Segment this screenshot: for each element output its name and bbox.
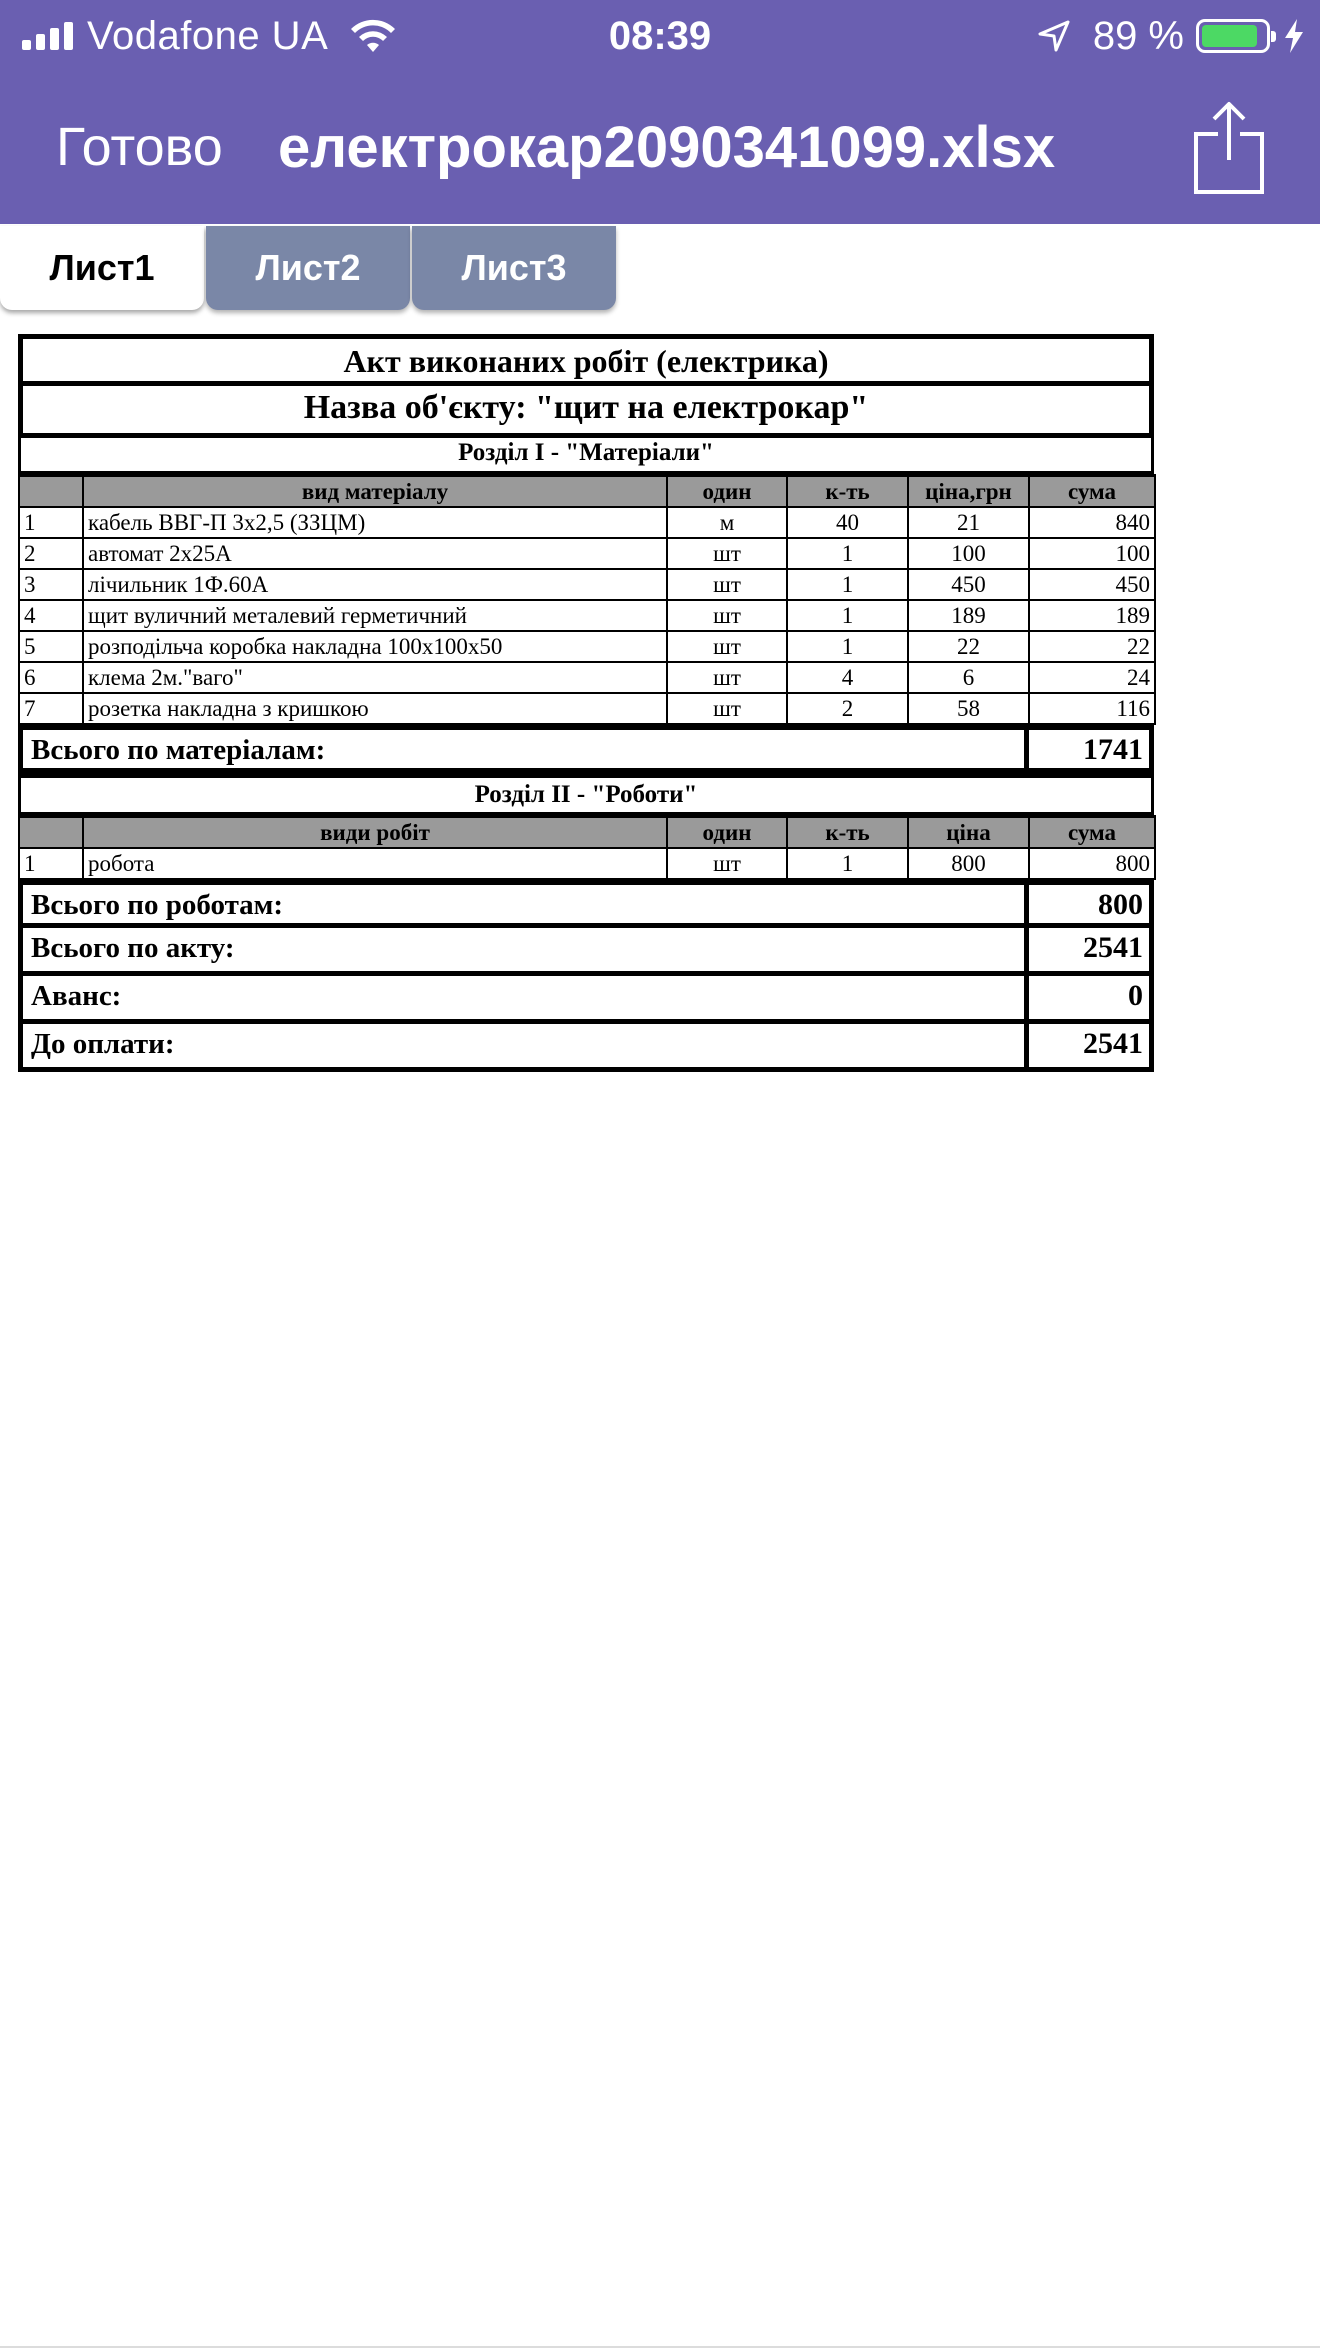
- table-cell: 1: [19, 507, 83, 538]
- table-cell: шт: [667, 693, 787, 724]
- header-cell: ціна: [908, 817, 1029, 849]
- works-total-label: Всього по роботам:: [23, 885, 1029, 923]
- header-cell: один: [667, 817, 787, 849]
- table-row: [19, 600, 1155, 631]
- table-cell: шт: [667, 848, 787, 879]
- works-total-row: [18, 880, 1154, 928]
- table-cell: 3: [19, 569, 83, 600]
- table-cell: 800: [1029, 848, 1155, 879]
- table-cell: шт: [667, 538, 787, 569]
- table-cell: 1: [787, 631, 908, 662]
- table-cell: 116: [1029, 693, 1155, 724]
- advance-row: [18, 976, 1154, 1024]
- table-cell: 800: [908, 848, 1029, 879]
- table-cell: 100: [908, 538, 1029, 569]
- table-cell: шт: [667, 631, 787, 662]
- table-cell: 189: [1029, 600, 1155, 631]
- materials-table: [18, 474, 1156, 725]
- table-row: [19, 538, 1155, 569]
- battery-percent: 89 %: [1092, 13, 1184, 58]
- header-cell: к-ть: [787, 817, 908, 849]
- table-cell: 22: [908, 631, 1029, 662]
- object-name: Назва об'єкту: "щит на електрокар": [18, 386, 1154, 438]
- act-total-row: [18, 928, 1154, 976]
- top-bar: [0, 0, 1320, 224]
- header-cell: ціна,грн: [908, 476, 1029, 508]
- table-cell: 1: [787, 538, 908, 569]
- spreadsheet: [18, 334, 1154, 1072]
- table-cell: 1: [787, 600, 908, 631]
- table-cell: 22: [1029, 631, 1155, 662]
- table-cell: 1: [787, 569, 908, 600]
- table-cell: клема 2м."ваго": [83, 662, 667, 693]
- table-cell: 2: [19, 538, 83, 569]
- status-bar: [0, 0, 1320, 72]
- header-cell: [19, 476, 83, 508]
- table-cell: 5: [19, 631, 83, 662]
- table-cell: 6: [908, 662, 1029, 693]
- works-total-value: 800: [1098, 888, 1143, 921]
- status-right: [1037, 8, 1306, 64]
- carrier-name: Vodafone UA: [87, 13, 329, 58]
- to-pay-row: [18, 1024, 1154, 1072]
- table-cell: 1: [787, 848, 908, 879]
- section2-title: Розділ II - "Роботи": [18, 773, 1154, 815]
- table-cell: 4: [787, 662, 908, 693]
- header-cell: [19, 817, 83, 849]
- materials-total-value: 1741: [1083, 733, 1143, 766]
- file-title: електрокар2090341099.xlsx: [278, 115, 1056, 180]
- table-cell: шт: [667, 600, 787, 631]
- table-row: [19, 848, 1155, 879]
- battery-icon: [1196, 19, 1270, 53]
- works-header-row: [19, 817, 1155, 849]
- table-row: [19, 631, 1155, 662]
- clock: 08:39: [608, 14, 712, 58]
- tab-sheet3[interactable]: Лист3: [412, 226, 616, 310]
- table-cell: 840: [1029, 507, 1155, 538]
- charging-bolt-icon: [1282, 18, 1306, 54]
- header-cell: к-ть: [787, 476, 908, 508]
- table-row: [19, 569, 1155, 600]
- table-cell: 21: [908, 507, 1029, 538]
- table-cell: робота: [83, 848, 667, 879]
- table-cell: розподільча коробка накладна 100х100х50: [83, 631, 667, 662]
- table-cell: розетка накладна з кришкою: [83, 693, 667, 724]
- table-cell: 6: [19, 662, 83, 693]
- header-cell: види робіт: [83, 817, 667, 849]
- table-cell: 1: [19, 848, 83, 879]
- header-cell: сума: [1029, 476, 1155, 508]
- tab-sheet2[interactable]: Лист2: [206, 226, 410, 310]
- table-cell: 189: [908, 600, 1029, 631]
- table-cell: лічильник 1Ф.60А: [83, 569, 667, 600]
- table-cell: 2: [787, 693, 908, 724]
- act-total-value: 2541: [1083, 931, 1143, 964]
- table-row: [19, 693, 1155, 724]
- table-cell: шт: [667, 662, 787, 693]
- advance-label: Аванс:: [23, 976, 1029, 1019]
- table-cell: кабель ВВГ-П 3х2,5 (ЗЗЦМ): [83, 507, 667, 538]
- table-cell: 450: [1029, 569, 1155, 600]
- table-cell: 24: [1029, 662, 1155, 693]
- table-cell: 450: [908, 569, 1029, 600]
- header-cell: вид матеріалу: [83, 476, 667, 508]
- table-row: [19, 507, 1155, 538]
- sheet-tabs: [0, 226, 616, 310]
- works-table: [18, 815, 1156, 880]
- table-cell: 7: [19, 693, 83, 724]
- materials-total-row: [18, 725, 1154, 773]
- battery-fill: [1202, 25, 1257, 47]
- table-cell: шт: [667, 569, 787, 600]
- to-pay-label: До оплати:: [23, 1024, 1029, 1067]
- table-cell: 100: [1029, 538, 1155, 569]
- header-cell: сума: [1029, 817, 1155, 849]
- act-total-label: Всього по акту:: [23, 928, 1029, 971]
- table-cell: 58: [908, 693, 1029, 724]
- tab-sheet1[interactable]: Лист1: [0, 226, 204, 310]
- table-cell: автомат 2х25А: [83, 538, 667, 569]
- table-row: [19, 662, 1155, 693]
- to-pay-value: 2541: [1083, 1027, 1143, 1060]
- table-cell: 4: [19, 600, 83, 631]
- share-icon[interactable]: [1192, 100, 1266, 196]
- table-cell: 40: [787, 507, 908, 538]
- section1-title: Розділ I - "Матеріали": [18, 438, 1154, 474]
- materials-total-label: Всього по матеріалам:: [23, 730, 1029, 768]
- materials-header-row: [19, 476, 1155, 508]
- location-arrow-icon: [1037, 19, 1071, 53]
- act-title: Акт виконаних робіт (електрика): [18, 334, 1154, 386]
- table-cell: щит вуличний металевий герметичний: [83, 600, 667, 631]
- navigation-bar: [0, 72, 1320, 224]
- advance-value: 0: [1128, 979, 1143, 1012]
- done-button[interactable]: Готово: [56, 117, 223, 177]
- header-cell: один: [667, 476, 787, 508]
- table-cell: м: [667, 507, 787, 538]
